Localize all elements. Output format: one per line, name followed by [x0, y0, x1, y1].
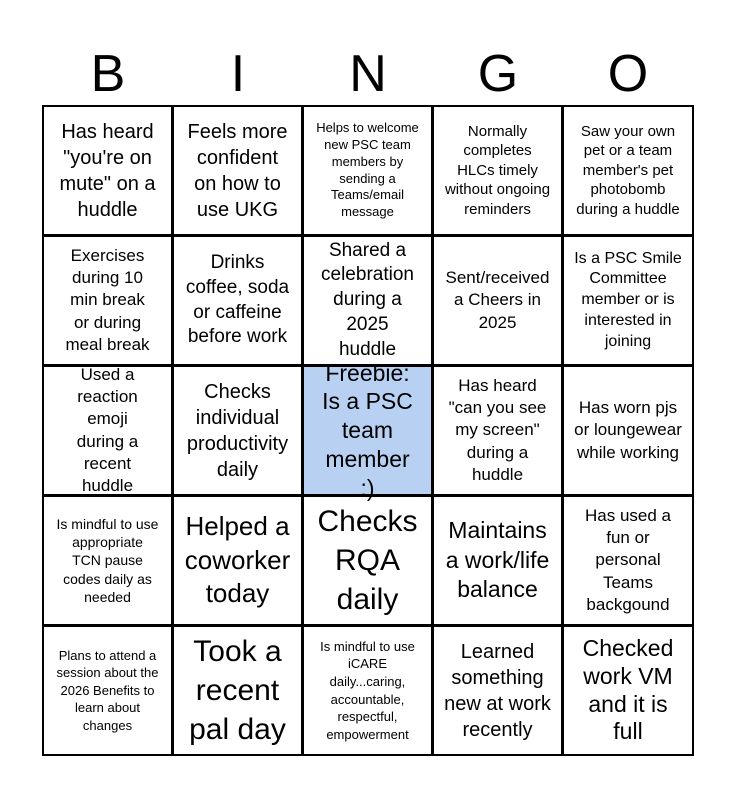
bingo-cell[interactable]	[434, 627, 564, 754]
bingo-cell-text: Plans to attend a session about the 2026 Benefits to learn about changes	[56, 647, 159, 733]
bingo-cell-text: Has heard "you're on mute" on a huddle	[59, 120, 156, 221]
bingo-cell-text: Learned something new at work recently	[444, 640, 551, 741]
bingo-cell[interactable]	[174, 497, 304, 627]
bingo-cell[interactable]	[44, 497, 174, 627]
bingo-cell[interactable]	[44, 107, 174, 237]
bingo-cell-text: Drinks coffee, soda or caffeine before work	[185, 252, 290, 348]
bingo-cell[interactable]	[434, 107, 564, 237]
bingo-cell-text: Sent/received a Cheers in 2025	[445, 268, 550, 332]
bingo-cell[interactable]	[174, 107, 304, 237]
bingo-header	[43, 42, 694, 106]
header-letter-g: G	[477, 45, 519, 103]
bingo-cell-text: Saw your own pet or a team member's pet photobomb during a huddle	[576, 122, 680, 218]
bingo-card-grid	[42, 105, 694, 756]
bingo-cell-text: Used a reaction emoji during a recent huddle	[76, 365, 139, 495]
bingo-cell-text: Feels more confident on how to use UKG	[187, 120, 288, 221]
bingo-cell-text: Helped a coworker today	[184, 510, 291, 609]
bingo-cell[interactable]	[434, 497, 564, 627]
header-letter-b: B	[90, 45, 126, 103]
bingo-cell[interactable]	[564, 237, 692, 367]
bingo-cell[interactable]	[304, 107, 434, 237]
bingo-cell-text: Normally completes HLCs timely without ongoing reminders	[444, 122, 551, 218]
bingo-cell[interactable]	[564, 497, 692, 627]
bingo-cell[interactable]	[434, 367, 564, 497]
bingo-cell-text: Is a PSC Smile Committee member or is interested in joining	[574, 249, 682, 350]
bingo-cell-text: Took a recent pal day	[189, 635, 286, 746]
bingo-cell[interactable]	[44, 237, 174, 367]
bingo-cell[interactable]	[564, 107, 692, 237]
bingo-cell[interactable]	[174, 627, 304, 754]
bingo-cell[interactable]	[174, 367, 304, 497]
bingo-cell-text: Maintains a work/life balance	[445, 516, 550, 603]
bingo-cell[interactable]	[44, 627, 174, 754]
bingo-cell[interactable]	[564, 367, 692, 497]
bingo-cell[interactable]	[174, 237, 304, 367]
bingo-cell-text: Checks RQA daily	[317, 505, 418, 616]
header-letter-i: I	[230, 45, 246, 103]
bingo-cell[interactable]	[434, 237, 564, 367]
bingo-cell[interactable]	[44, 367, 174, 497]
bingo-cell-text: Checked work VM and it is full	[582, 635, 674, 745]
bingo-cell[interactable]	[304, 237, 434, 367]
header-letter-n: N	[349, 45, 387, 103]
bingo-cell-text: Has used a fun or personal Teams backgound	[585, 506, 671, 614]
bingo-cell[interactable]	[564, 627, 692, 754]
bingo-cell-text: Is mindful to use iCARE daily...caring, accountable, respectful, empowerment	[320, 638, 415, 742]
bingo-cell[interactable]	[304, 497, 434, 627]
bingo-cell-text: Is mindful to use appropriate TCN pause codes daily as needed	[56, 516, 159, 605]
bingo-cell-text: Freebie: Is a PSC team member :)	[322, 359, 413, 501]
bingo-cell-text: Checks individual productivity daily	[186, 380, 289, 481]
bingo-cell-free[interactable]	[304, 359, 434, 501]
header-letter-o: O	[607, 45, 649, 103]
bingo-cell-text: Shared a celebration during a 2025 huddle	[321, 239, 414, 360]
bingo-cell-text: Has heard "can you see my screen" during a huddle	[448, 376, 547, 484]
bingo-cell-text: Helps to welcome new PSC team members by sending a Teams/email message	[316, 119, 419, 220]
bingo-cell-text: Has worn pjs or loungewear while working	[574, 398, 682, 462]
bingo-cell-text: Exercises during 10 min break or during meal break	[65, 246, 150, 354]
bingo-cell[interactable]	[304, 627, 434, 754]
